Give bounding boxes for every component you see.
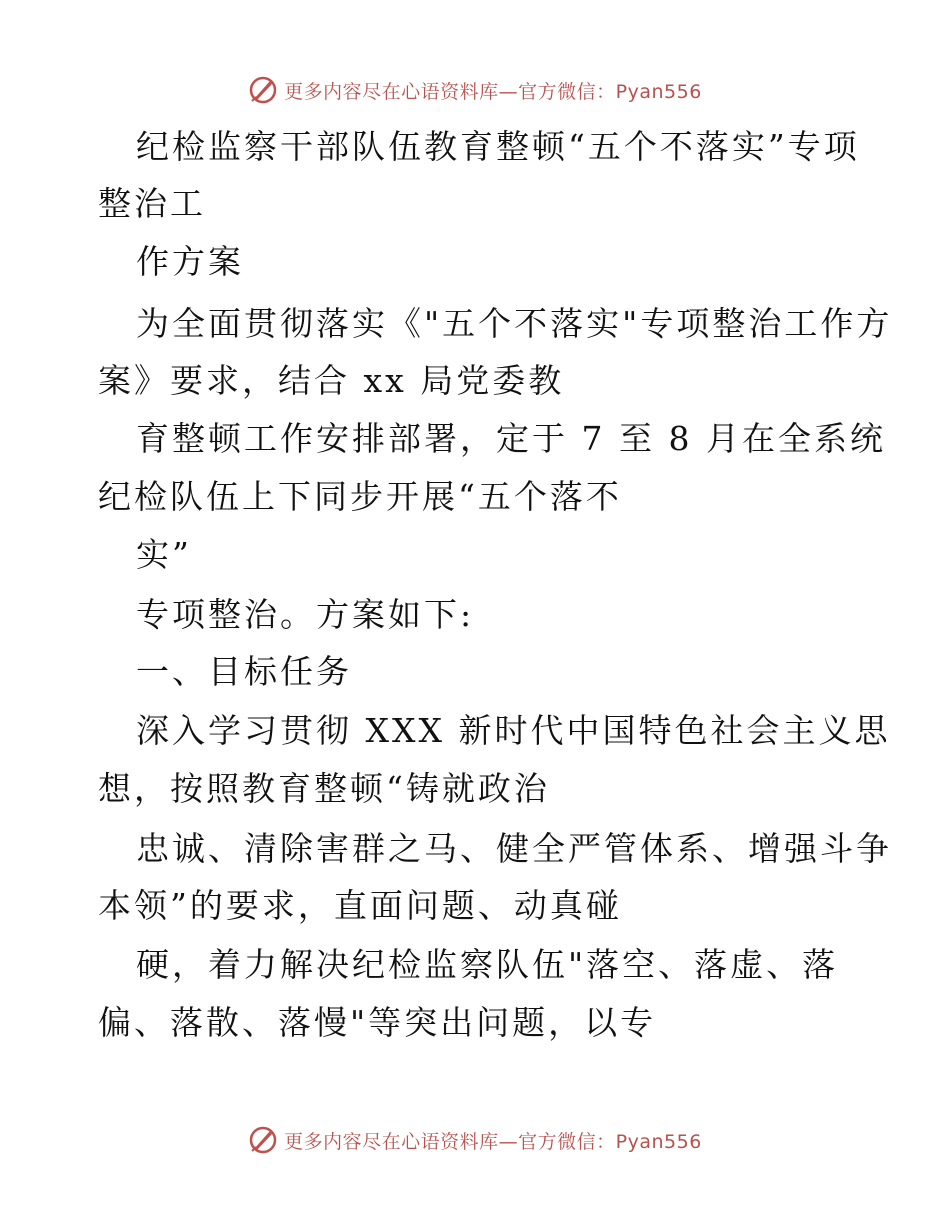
text-line: 硬，着力解决纪检监察队伍"落空、落虚、落 xyxy=(136,945,839,984)
watermark-text: 更多内容尽在心语资料库—官方微信：Pyan556 xyxy=(284,1130,702,1153)
text-line: 案》要求，结合 xx 局党委教 xyxy=(98,361,565,400)
footer-watermark xyxy=(0,1120,950,1160)
text-line: 本领”的要求，直面问题、动真碰 xyxy=(98,886,622,925)
text-line: 纪检队伍上下同步开展“五个落不 xyxy=(98,477,622,516)
text-line: 作方案 xyxy=(136,242,244,281)
text-line: 想，按照教育整顿“铸就政治 xyxy=(98,769,550,808)
text-line: 整治工 xyxy=(98,184,206,223)
text-line: 实” xyxy=(136,535,192,574)
text-line: 为全面贯彻落实《"五个不落实"专项整治工作方 xyxy=(136,304,893,343)
text-line: 偏、落散、落慢"等突出问题，以专 xyxy=(98,1003,657,1042)
feather-pen-logo-icon xyxy=(248,75,278,105)
watermark-text: 更多内容尽在心语资料库—官方微信：Pyan556 xyxy=(284,80,702,103)
header-watermark xyxy=(0,70,950,110)
feather-pen-logo-icon xyxy=(248,1125,278,1155)
text-line: 纪检监察干部队伍教育整顿“五个不落实”专项 xyxy=(136,127,860,166)
text-line: 深入学习贯彻 XXX 新时代中国特色社会主义思 xyxy=(136,711,891,750)
section-heading: 一、目标任务 xyxy=(136,652,352,691)
text-line: 忠诚、清除害群之马、健全严管体系、增强斗争 xyxy=(136,829,892,868)
text-line: 育整顿工作安排部署，定于 7 至 8 月在全系统 xyxy=(136,419,886,458)
text-line: 专项整治。方案如下: xyxy=(136,595,475,634)
